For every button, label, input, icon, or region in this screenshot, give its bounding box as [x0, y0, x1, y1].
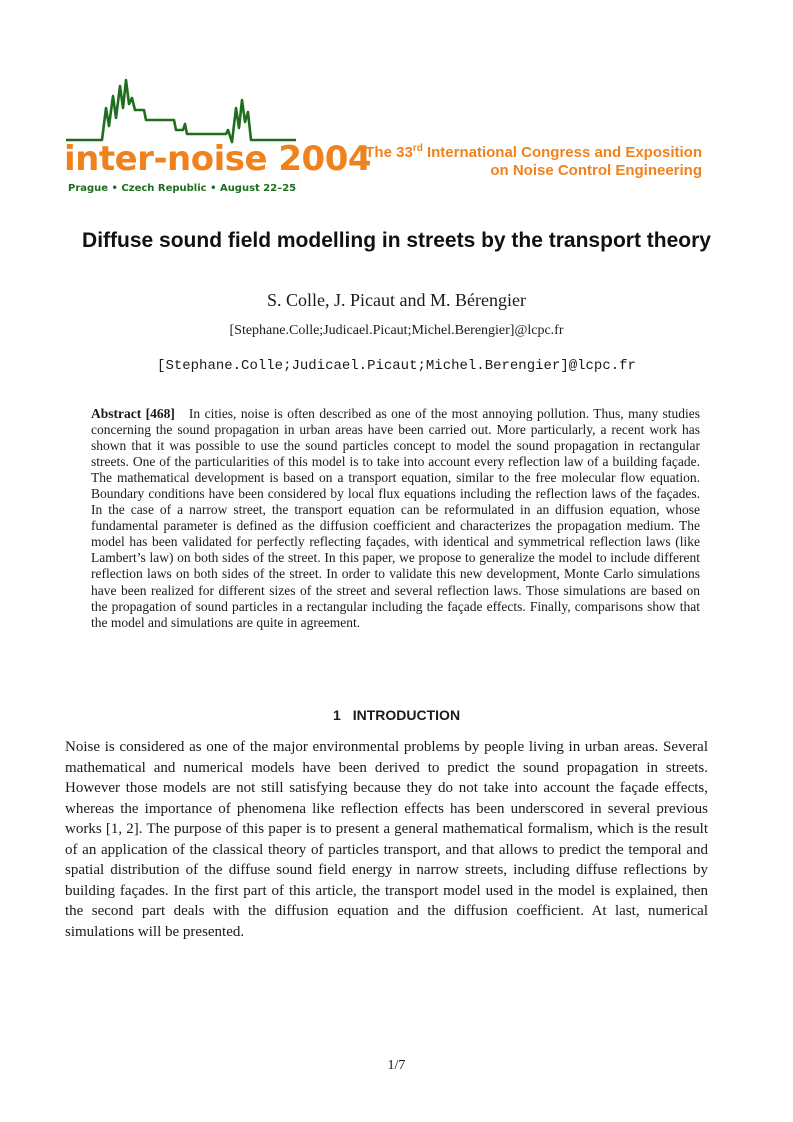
section-number: 1: [332, 707, 341, 723]
page-number: 1/7: [387, 1058, 406, 1073]
abstract-block: [91, 406, 700, 631]
logo-wordmark: inter-noise 2004: [64, 139, 372, 179]
paper-title: Diffuse sound field modelling in streets by the transport theory: [82, 229, 711, 252]
conference-line-2: on Noise Control Engineering: [490, 162, 702, 179]
introduction-paragraph: Noise is considered as one of the major environmental problems by people living in urban areas. Several mathematical and numerical models have been derived to predict the sound propagation in streets. However those models are not still satisfying because they do not take into account the façade effects, whereas the importance of phenomena like reflection effects has been underscored in several previous works [1, 2]. The purpose of this paper is to present a general mathematical formalism, which is the result of an application of the classical theory of particles transport, and that allows to predict the temporal and spatial distribution of the diffuse sound field energy in narrow streets, including diffuse reflections by building façades. In the first part of this article, the transport model used in the model is explained, then the second part deals with the diffusion equation and the diffusion coefficient. At last, numerical simulations will be presented.: [65, 739, 708, 940]
conference-line-1: The 33rd International Congress and Exposition: [365, 143, 702, 161]
author-email-roman: [Stephane.Colle;Judicael.Picaut;Michel.Berengier]@lcpc.fr: [229, 323, 564, 338]
logo-tagline: Prague • Czech Republic • August 22–25: [68, 183, 297, 194]
abstract-label: Abstract [468]: [91, 406, 175, 421]
noise-signal-graphic: [62, 78, 298, 148]
abstract-text: In cities, noise is often described as one of the most annoying pollution. Thus, many studies concerning the sound propagation in urban areas have been carried out. More particularly, a recent work has shown that it was possible to use the sound particles concept to model the sound propagation in rectangular streets. One of the particularities of this model is to take into account every reflection law of a building façade. The mathematical development is based on a transport equation, similar to the free molecular flow equation. Boundary conditions have been considered by local flux equations including the reflection laws of the façades. In the case of a narrow street, the transport equation can be reformulated in an diffusion equation, whose fundamental parameter is defined as the diffusion coefficient and characterizes the propagation medium. The model has been validated for perfectly reflecting façades, with identical and symmetrical reflection laws (like Lambert’s law) on both sides of the street. In this paper, we propose to generalize the model to include different reflection laws on both sides of the street. In order to validate this new development, Monte Carlo simulations have been realized for different sizes of the street and several reflection laws. Those simulations are based on the propagation of sound particles in a rectangular including the façade effects. Finally, comparisons show that the model and simulations are quite in agreement.: [91, 406, 700, 630]
ordinal-suffix: rd: [412, 143, 423, 154]
section-heading: [62, 706, 731, 724]
paper-authors: S. Colle, J. Picaut and M. Bérengier: [267, 290, 526, 310]
conference-name: [365, 144, 702, 180]
section-title: INTRODUCTION: [352, 707, 461, 723]
conference-logo: [62, 78, 372, 202]
author-email-mono: [Stephane.Colle;Judicael.Picaut;Michel.Berengier]@lcpc.fr: [157, 358, 636, 374]
